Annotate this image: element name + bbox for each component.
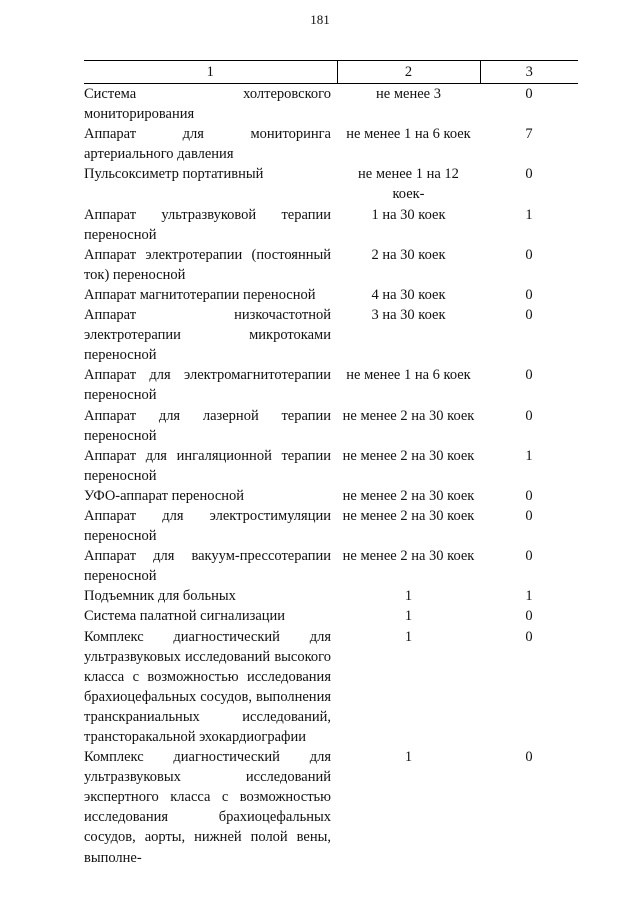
equipment-name: Аппарат электротерапии (постоянный ток) переносной: [84, 246, 331, 283]
actual-count: 0: [525, 608, 533, 625]
column-header-3: 3: [480, 61, 578, 84]
table-row: [84, 365, 578, 405]
actual-count: 0: [525, 86, 533, 102]
equipment-name: Аппарат для лазерной терапии переносной: [84, 407, 331, 444]
equipment-name: Аппарат ультразвуковой терапии переносной: [84, 206, 331, 243]
equipment-name: Аппарат для электростимуляции переносной: [84, 507, 331, 545]
table-body: [84, 84, 578, 868]
table-row: [84, 164, 578, 204]
required-quantity: не менее 2 на 30 коек: [342, 407, 475, 424]
equipment-name: Система палатной сигнализации: [84, 608, 286, 625]
equipment-name: Аппарат для мониторинга артериального давления: [84, 126, 331, 163]
table-row: [84, 486, 578, 506]
required-quantity: не менее 1 на 12 коек-: [358, 166, 459, 203]
table-row: [84, 406, 578, 446]
table-row: [84, 446, 578, 486]
table-row: [84, 245, 578, 285]
actual-count: 0: [525, 487, 533, 504]
actual-count: 0: [525, 166, 533, 183]
table-row: [84, 506, 578, 546]
actual-count: 0: [525, 548, 533, 565]
actual-count: 0: [525, 286, 533, 303]
equipment-name: Аппарат для ингаляционной терапии переносной: [84, 447, 331, 484]
table-row: [84, 606, 578, 626]
page-number: 181: [310, 12, 330, 27]
header-row: [84, 61, 578, 84]
required-quantity: 1: [404, 628, 413, 645]
table-row: [84, 586, 578, 606]
actual-count: 0: [525, 246, 533, 263]
equipment-name: УФО-аппарат переносной: [84, 487, 245, 504]
required-quantity: 1 на 30 коек: [371, 206, 446, 223]
table-row: [84, 546, 578, 586]
table-row: [84, 205, 578, 245]
table-row: [84, 627, 578, 748]
actual-count: 0: [525, 307, 533, 324]
column-header-2: 2: [337, 61, 480, 84]
required-quantity: не менее 1 на 6 коек: [346, 367, 471, 384]
column-header-1: 1: [84, 61, 337, 84]
actual-count: 1: [525, 206, 533, 223]
required-quantity: не менее 2 на 30 коек: [342, 487, 475, 504]
actual-count: 0: [525, 407, 533, 424]
required-quantity: 1: [404, 588, 413, 605]
required-quantity: не менее 2 на 30 коек: [342, 548, 475, 565]
required-quantity: 1: [404, 608, 413, 625]
required-quantity: 4 на 30 коек: [371, 286, 446, 303]
equipment-name: Аппарат для электромагнитотерапии переносной: [84, 367, 331, 404]
equipment-table: [84, 60, 578, 868]
required-quantity: не менее 1 на 6 коек: [346, 126, 471, 143]
table-header: [84, 61, 578, 84]
actual-count: 1: [525, 588, 533, 605]
table-row: [84, 285, 578, 305]
table-row: [84, 84, 578, 125]
required-quantity: 3 на 30 коек: [371, 307, 446, 324]
equipment-name: Аппарат магнитотерапии переносной: [84, 286, 316, 303]
equipment-name: Комплекс диагностический для ультразвуковых исследований высокого класса с возможностью исследования брахиоцефальных сосудов, выполнения транскраниальных исследований, трансторакальной эхокардиографии: [84, 628, 331, 745]
actual-count: 0: [525, 367, 533, 384]
required-quantity: 1: [404, 749, 413, 766]
table-row: [84, 124, 578, 164]
table-row: [84, 305, 578, 365]
equipment-name: Система холтеровского мониторирования: [84, 86, 331, 123]
required-quantity: не менее 2 на 30 коек: [342, 507, 475, 524]
equipment-name: Пульсоксиметр портативный: [84, 166, 264, 183]
table-row: [84, 747, 578, 868]
actual-count: 0: [525, 749, 533, 766]
equipment-name: Подъемник для больных: [84, 588, 236, 605]
required-quantity: 2 на 30 коек: [371, 246, 446, 263]
actual-count: 7: [525, 126, 533, 143]
equipment-name: Аппарат низкочастотной электротерапии микротоками переносной: [84, 307, 331, 364]
actual-count: 1: [525, 447, 533, 464]
equipment-name: Аппарат для вакуум-прессотерапии переносной: [84, 548, 331, 585]
required-quantity: не менее 2 на 30 коек: [342, 447, 475, 464]
actual-count: 0: [525, 507, 533, 524]
required-quantity: не менее 3: [376, 86, 441, 102]
actual-count: 0: [525, 628, 533, 645]
equipment-name: Комплекс диагностический для ультразвуковых исследований экспертного класса с возможностью исследования брахиоцефальных сосудов, аорты, нижней полой вены, выполне-: [84, 749, 331, 866]
